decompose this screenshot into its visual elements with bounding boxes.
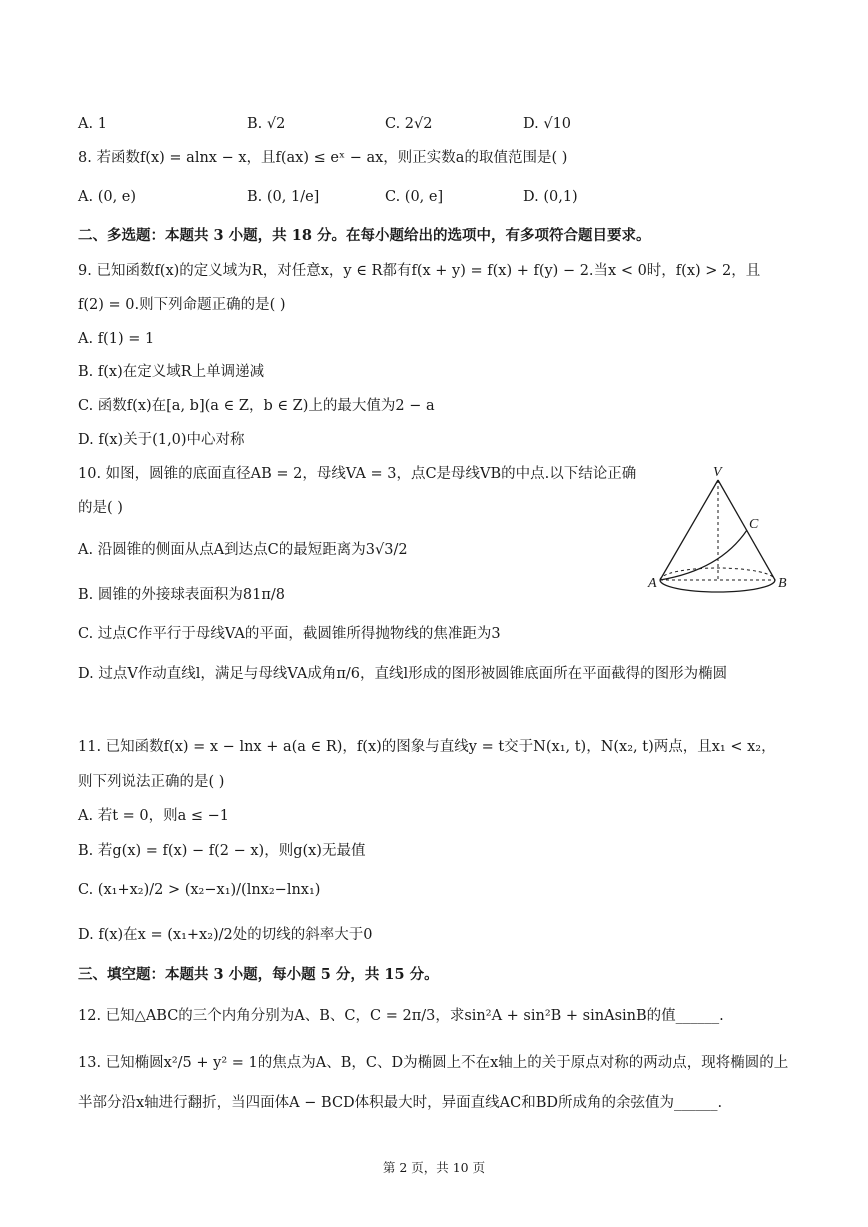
q10-stem-line2: 的是( ) xyxy=(78,500,123,516)
page-footer: 第 2 页，共 10 页 xyxy=(382,1160,486,1175)
section-2-heading: 二、多选题：本题共 3 小题，共 18 分。在每小题给出的选项中，有多项符合题目要求。 xyxy=(78,227,651,244)
q11-option-a: A. 若t = 0，则a ≤ −1 xyxy=(78,808,229,824)
q11-option-b: B. 若g(x) = f(x) − f(2 − x)，则g(x)无最值 xyxy=(78,843,366,859)
q7-option-c: C. 2√2 xyxy=(385,116,433,132)
q13-line1: 13. 已知椭圆x²/5 + y² = 1的焦点为A、B，C、D为椭圆上不在x轴上的关于原点对称的两动点，现将椭圆的上 xyxy=(78,1055,789,1071)
q10-option-a: A. 沿圆锥的侧面从点A到达点C的最短距离为3√3/2 xyxy=(78,542,408,558)
q9-option-b: B. f(x)在定义域R上单调递减 xyxy=(78,364,265,380)
q8-option-b: B. (0, 1/e] xyxy=(247,189,320,205)
q11-option-d: D. f(x)在x = (x₁+x₂)/2处的切线的斜率大于0 xyxy=(78,927,373,943)
q8-option-d: D. (0,1) xyxy=(523,189,578,205)
label-v: V xyxy=(713,465,722,480)
q9-option-a: A. f(1) = 1 xyxy=(78,331,155,347)
q9-option-c: C. 函数f(x)在[a, b](a ∈ Z，b ∈ Z)上的最大值为2 − a xyxy=(78,398,435,414)
section-3-heading: 三、填空题：本题共 3 小题，每小题 5 分，共 15 分。 xyxy=(78,966,439,983)
q10-option-c: C. 过点C作平行于母线VA的平面，截圆锥所得抛物线的焦准距为3 xyxy=(78,626,501,642)
q7-option-d: D. √10 xyxy=(523,116,572,132)
q9-stem-line1: 9. 已知函数f(x)的定义域为R，对任意x，y ∈ R都有f(x + y) = f(x) + f(y) − 2.当x < 0时，f(x) > 2，且 xyxy=(78,263,761,279)
q11-stem-line1: 11. 已知函数f(x) = x − lnx + a(a ∈ R)，f(x)的图象与直线y = t交于N(x₁, t)，N(x₂, t)两点，且x₁ < x₂， xyxy=(78,739,776,755)
cone-shortest-path xyxy=(660,530,747,580)
q7-option-a: A. 1 xyxy=(78,116,107,132)
cone-figure xyxy=(645,460,795,605)
q9-stem-line2: f(2) = 0.则下列命题正确的是( ) xyxy=(78,297,286,313)
q11-stem-line2: 则下列说法正确的是( ) xyxy=(78,774,225,790)
label-b: B xyxy=(778,576,787,591)
q12-stem: 12. 已知△ABC的三个内角分别为A、B、C，C = 2π/3，求sin²A + sin²B + sinAsinB的值______. xyxy=(78,1008,724,1024)
q11-option-c: C. (x₁+x₂)/2 > (x₂−x₁)/(lnx₂−lnx₁) xyxy=(78,882,321,898)
q8-option-a: A. (0, e) xyxy=(78,189,137,205)
label-c: C xyxy=(749,517,759,532)
cone-edge-va xyxy=(660,480,718,580)
q9-option-d: D. f(x)关于(1,0)中心对称 xyxy=(78,432,245,448)
q8-stem: 8. 若函数f(x) = alnx − x，且f(ax) ≤ eˣ − ax，则正实数a的取值范围是( ) xyxy=(78,150,568,166)
q7-option-b: B. √2 xyxy=(247,116,286,132)
q8-option-c: C. (0, e] xyxy=(385,189,444,205)
cone-base-front xyxy=(660,580,775,592)
q10-stem-line1: 10. 如图，圆锥的底面直径AB = 2，母线VA = 3，点C是母线VB的中点.以下结论正确 xyxy=(78,466,637,482)
q10-option-d: D. 过点V作动直线l，满足与母线VA成角π/6，直线l形成的图形被圆锥底面所在平面截得的图形为椭圆 xyxy=(78,666,728,682)
q10-option-b: B. 圆锥的外接球表面积为81π/8 xyxy=(78,587,285,603)
q13-line2: 半部分沿x轴进行翻折，当四面体A − BCD体积最大时，异面直线AC和BD所成角的余弦值为______. xyxy=(78,1095,723,1111)
label-a: A xyxy=(648,576,657,591)
